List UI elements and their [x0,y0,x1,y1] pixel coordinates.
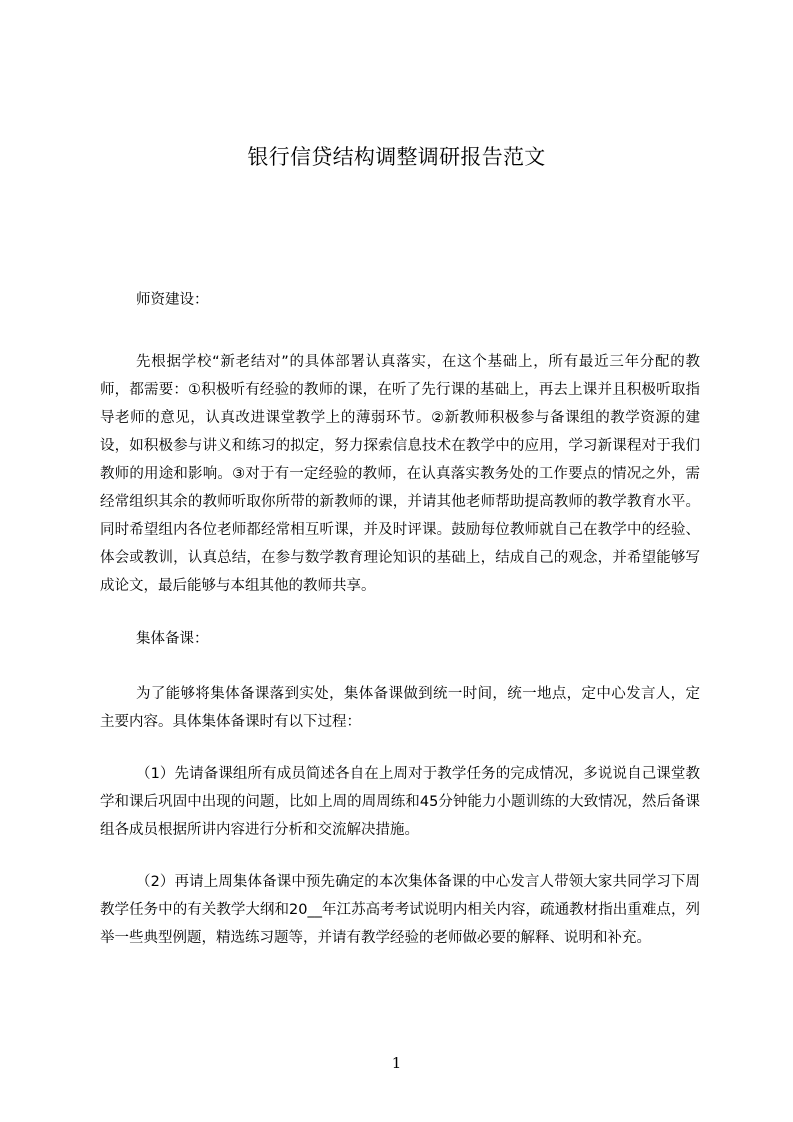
section-heading-teachers: 师资建设： [136,292,209,308]
page-number: 1 [391,1054,402,1072]
section-heading-collective-prep: 集体备课： [136,631,209,647]
document-title: 银行信贷结构调整调研报告范文 [247,145,546,169]
paragraph-prep-intro: 为了能够将集体备课落到实处，集体备课做到统一时间，统一地点，定中心发言人，定主要内容。具体集体备课时有以下过程： [100,686,700,730]
paragraph-prep-step-1: （1）先请备课组所有成员简述各自在上周对于教学任务的完成情况，多说说自己课堂教学和课后巩固中出现的问题，比如上周的周周练和45分钟能力小题训练的大致情况，然后备课组各成员根据所讲内容进行分析和交流解决措施。 [100,766,700,838]
paragraph-teachers: 先根据学校“新老结对”的具体部署认真落实，在这个基础上，所有最近三年分配的教师，都需要：①积极听有经验的教师的课，在听了先行课的基础上，再去上课并且积极听取指导老师的意见，认真改进课堂教学上的薄弱环节。②新教师积极参与备课组的教学资源的建设，如积极参与讲义和练习的拟定，努力探索信息技术在教学中的应用，学习新课程对于我们教师的用途和影响。③对于有一定经验的教师，在认真落实教务处的工作要点的情况之外，需经常组织其余的教师听取你所带的新教师的课，并请其他老师帮助提高教师的教学教育水平。同时希望组内各位老师都经常相互听课，并及时评课。鼓励每位教师就自己在教学中的经验、体会或教训，认真总结，在参与数学教育理论知识的基础上，结成自己的观念，并希望能够写成论文，最后能够与本组其他的教师共享。 [100,354,700,594]
paragraph-prep-step-2: （2）再请上周集体备课中预先确定的本次集体备课的中心发言人带领大家共同学习下周教学任务中的有关教学大纲和20__年江苏高考考试说明内相关内容，疏通教材指出重难点，列举一些典型例题，精选练习题等，并请有教学经验的老师做必要的解释、说明和补充。 [100,874,700,946]
document-body [100,286,700,952]
